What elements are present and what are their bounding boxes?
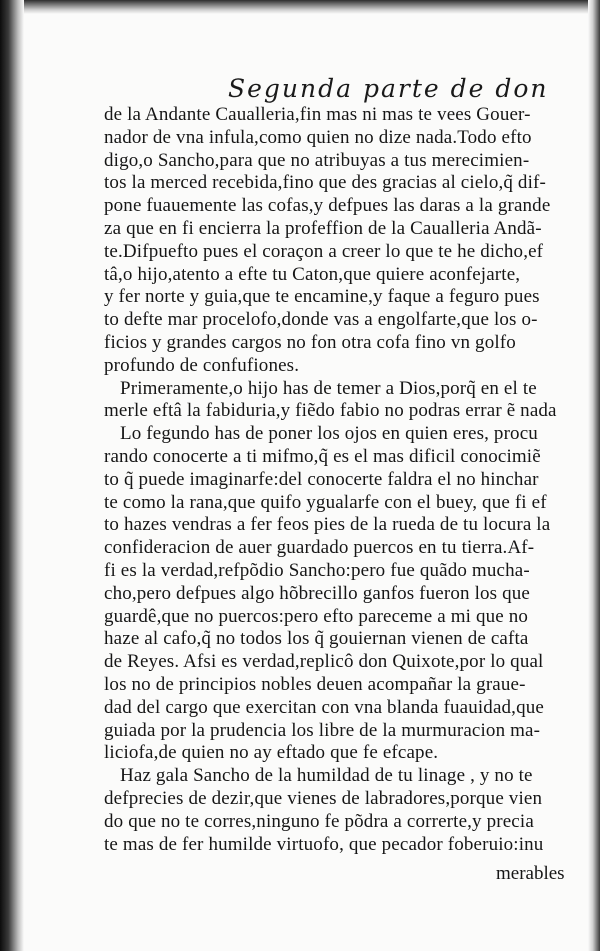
text-line: nador de vna infula,como quien no dize nada.Todo efto <box>104 126 532 148</box>
text-line: de Reyes. Afsi es verdad,replicô don Quixote,por lo qual <box>104 651 544 673</box>
text-line: za que en fi encierra la profeffion de la Caualleria Andã- <box>104 217 542 239</box>
text-line: profundo de confufiones. <box>104 354 300 376</box>
text-line: digo,o Sancho,para que no atribuyas a tus merecimien- <box>104 149 530 171</box>
text-line: Primeramente,o hijo has de temer a Dios,porq̃ en el te <box>120 377 537 399</box>
text-line: te mas de fer humilde virtuofo, que pecador foberuio:inu <box>104 833 544 855</box>
text-line: ficios y grandes cargos no fon otra cofa fino vn golfo <box>104 331 516 353</box>
text-line: de la Andante Caualleria,fin mas ni mas te vees Gouer- <box>104 104 531 125</box>
text-line: to q̃ puede imaginarfe:del conocerte faldra el no hinchar <box>104 468 539 490</box>
page-gutter-shadow <box>0 0 24 951</box>
text-line: tâ,o hijo,atento a efte tu Caton,que quiere aconfejarte, <box>104 263 521 285</box>
text-line: Haz gala Sancho de la humildad de tu linage , y no te <box>120 765 533 787</box>
text-line: to hazes vendras a fer feos pies de la rueda de tu locura la <box>104 514 551 536</box>
page-top-shadow <box>0 0 600 14</box>
text-line: liciofa,de quien no ay eftado que fe efcape. <box>104 742 439 764</box>
text-line: guiada por la prudencia los libre de la murmuracion ma- <box>104 719 541 741</box>
text-line: te como la rana,que quifo ygualarfe con el buey, que fi ef <box>104 491 547 513</box>
text-line: cho,pero defpues algo hõbrecillo ganfos fueron los que <box>104 582 530 604</box>
catchword: merables <box>496 863 565 884</box>
text-line: do que no te corres,ninguno fe põdra a correrte,y precia <box>104 810 534 832</box>
text-line: fi es la verdad,refpõdio Sancho:pero fue quãdo mucha- <box>104 559 530 581</box>
text-line: pone fuauemente las cofas,y defpues las daras a la grande <box>104 195 551 217</box>
text-line: merle eftâ la fabiduria,y fiẽdo fabio no podras errar ẽ nada <box>104 400 557 422</box>
text-line: tos la merced recebida,fino que des gracias al cielo,q̃ dif- <box>104 172 546 194</box>
text-line: dad del cargo que exercitan con vna blanda fuauidad,que <box>104 696 544 718</box>
text-line: guardê,que no puercos:pero efto pareceme a mi que no <box>104 605 529 627</box>
running-head: Segunda parte de don <box>228 74 549 103</box>
page-right-shadow <box>588 0 600 951</box>
text-line: confideracion de auer guardado puercos en tu tierra.Af- <box>104 537 535 559</box>
text-line: haze al cafo,q̃ no todos los q̃ gouiernan vienen de cafta <box>104 628 529 650</box>
text-line: te.Difpuefto pues el coraçon a creer lo que te he dicho,ef <box>104 240 544 262</box>
body-text <box>104 104 582 856</box>
text-line: rando conocerte a ti mifmo,q̃ es el mas dificil conocimiẽ <box>104 445 541 467</box>
text-line: Lo fegundo has de poner los ojos en quien eres, procu <box>120 423 538 445</box>
text-line: y fer norte y guia,que te encamine,y faque a feguro pues <box>104 286 540 308</box>
text-line: los no de principios nobles deuen acompañar la graue- <box>104 673 526 695</box>
text-line: to defte mar procelofo,donde vas a engolfarte,que los o- <box>104 309 538 331</box>
text-line: defprecies de dezir,que vienes de labradores,porque vien <box>104 787 543 809</box>
